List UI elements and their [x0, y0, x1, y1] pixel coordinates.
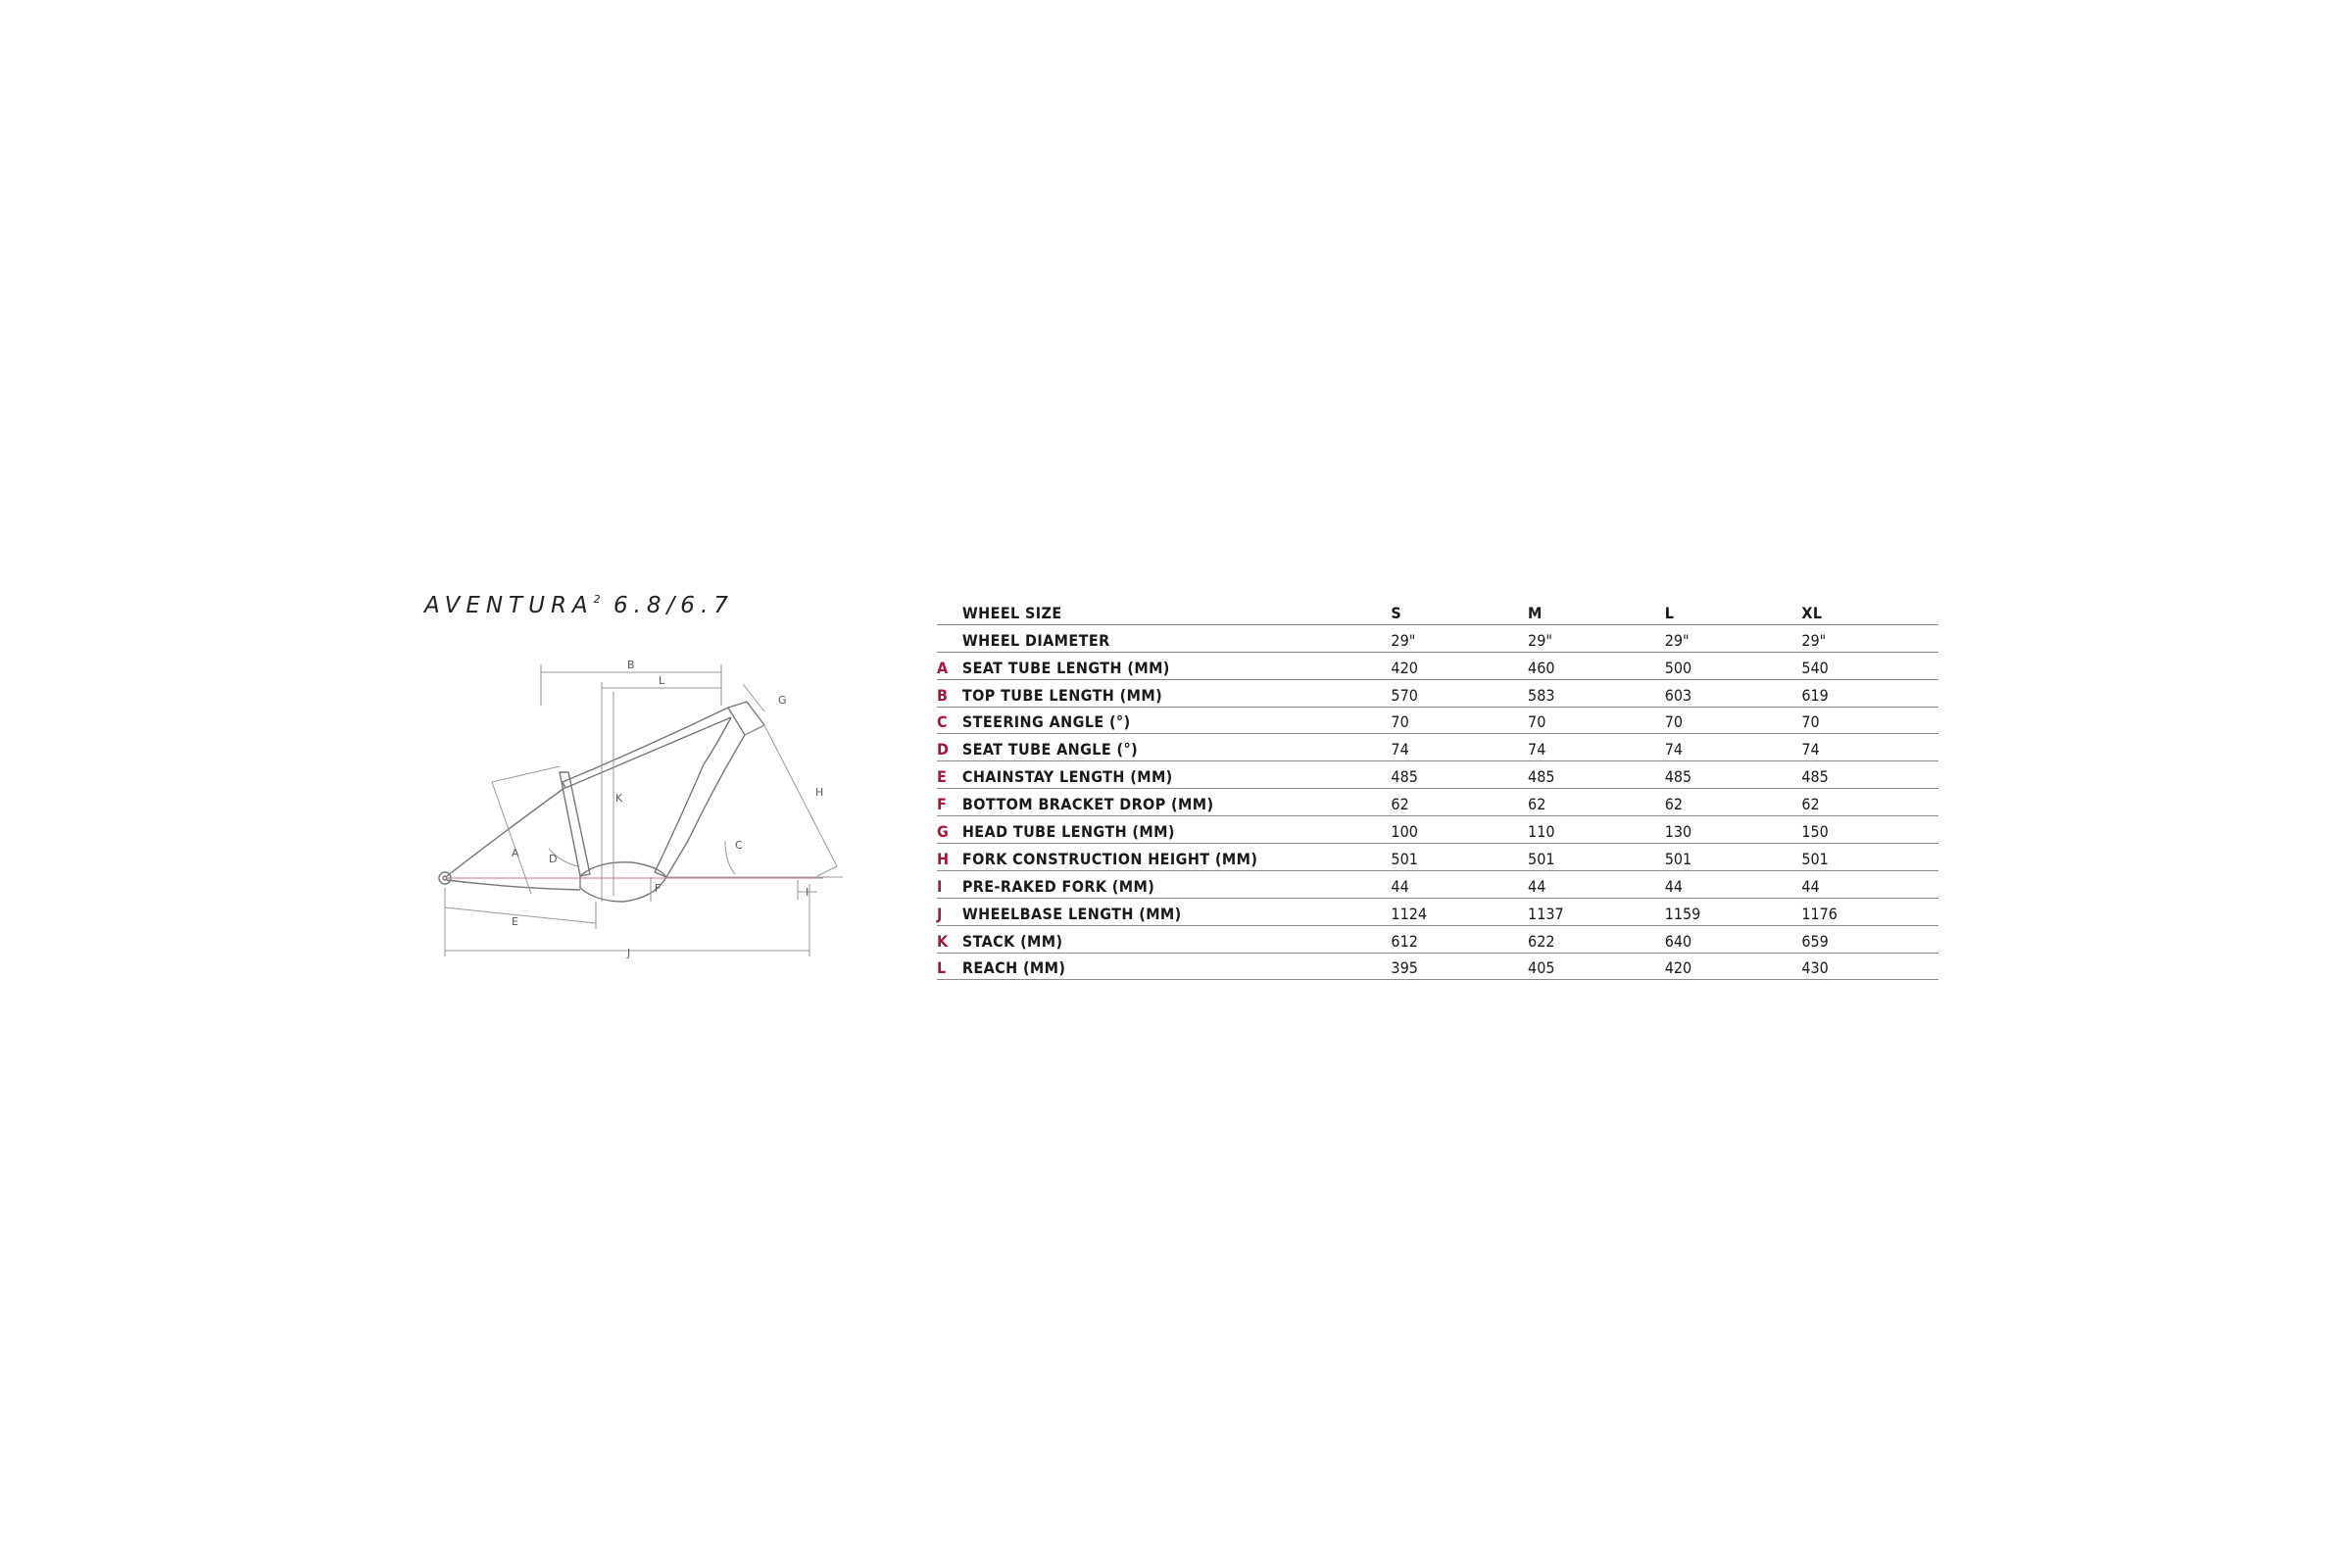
row-dimension-letter: G — [937, 816, 962, 844]
dim-label-i: I — [806, 886, 809, 899]
row-label: FORK CONSTRUCTION HEIGHT (MM) — [962, 844, 1392, 871]
top-tube — [563, 708, 731, 788]
value-size-s: 570 — [1391, 679, 1528, 707]
dim-line-e — [445, 907, 596, 923]
model-variants: 6.8/6.7 — [600, 593, 734, 618]
row-dimension-letter: E — [937, 761, 962, 789]
value-size-l: 44 — [1665, 870, 1802, 898]
header-letter-cell — [937, 598, 962, 624]
value-size-m: 501 — [1528, 844, 1665, 871]
table-row — [937, 870, 1938, 898]
value-size-xl: 62 — [1801, 789, 1938, 816]
dim-label-l: L — [659, 674, 665, 687]
row-label: WHEEL DIAMETER — [962, 624, 1392, 652]
model-title — [424, 593, 734, 618]
chainstay — [447, 880, 580, 890]
row-dimension-letter: K — [937, 925, 962, 953]
dim-label-j: J — [627, 947, 631, 959]
row-dimension-letter: F — [937, 789, 962, 816]
table-row — [937, 761, 1938, 789]
value-size-m: 29" — [1528, 624, 1665, 652]
table-row — [937, 844, 1938, 871]
table-header-row — [937, 598, 1938, 624]
value-size-xl: 430 — [1801, 953, 1938, 980]
bottom-bracket-shell — [580, 862, 666, 902]
header-size-l: L — [1665, 598, 1802, 624]
table-row — [937, 953, 1938, 980]
dim-label-h: H — [815, 786, 824, 799]
value-size-s: 29" — [1391, 624, 1528, 652]
row-dimension-letter: A — [937, 652, 962, 679]
dim-label-g: G — [778, 694, 787, 707]
row-label: PRE-RAKED FORK (MM) — [962, 870, 1392, 898]
value-size-xl: 70 — [1801, 707, 1938, 734]
row-dimension-letter: J — [937, 898, 962, 925]
model-name: AVENTURA — [424, 593, 594, 618]
row-label: TOP TUBE LENGTH (MM) — [962, 679, 1392, 707]
dim-label-e: E — [512, 915, 518, 928]
table-row — [937, 707, 1938, 734]
row-label: STACK (MM) — [962, 925, 1392, 953]
dim-label-f: F — [655, 882, 662, 895]
value-size-xl: 619 — [1801, 679, 1938, 707]
header-size-s: S — [1391, 598, 1528, 624]
dim-label-k: K — [615, 792, 623, 805]
value-size-l: 500 — [1665, 652, 1802, 679]
row-label: REACH (MM) — [962, 953, 1392, 980]
value-size-s: 395 — [1391, 953, 1528, 980]
value-size-l: 640 — [1665, 925, 1802, 953]
dim-arc-c — [725, 841, 735, 874]
value-size-s: 62 — [1391, 789, 1528, 816]
value-size-s: 420 — [1391, 652, 1528, 679]
dim-label-d: D — [549, 853, 558, 865]
value-size-m: 405 — [1528, 953, 1665, 980]
row-dimension-letter — [937, 624, 962, 652]
value-size-l: 603 — [1665, 679, 1802, 707]
row-label: SEAT TUBE LENGTH (MM) — [962, 652, 1392, 679]
value-size-xl: 501 — [1801, 844, 1938, 871]
value-size-s: 485 — [1391, 761, 1528, 789]
value-size-s: 501 — [1391, 844, 1528, 871]
dim-label-b: B — [627, 659, 635, 671]
value-size-xl: 540 — [1801, 652, 1938, 679]
row-label: STEERING ANGLE (°) — [962, 707, 1392, 734]
value-size-s: 100 — [1391, 816, 1528, 844]
frame-geometry-diagram — [431, 657, 882, 980]
value-size-xl: 659 — [1801, 925, 1938, 953]
value-size-s: 74 — [1391, 734, 1528, 761]
value-size-m: 110 — [1528, 816, 1665, 844]
value-size-m: 622 — [1528, 925, 1665, 953]
table-row — [937, 816, 1938, 844]
dim-label-a: A — [512, 847, 519, 859]
header-size-xl: XL — [1801, 598, 1938, 624]
value-size-l: 70 — [1665, 707, 1802, 734]
value-size-m: 74 — [1528, 734, 1665, 761]
value-size-m: 70 — [1528, 707, 1665, 734]
row-dimension-letter: C — [937, 707, 962, 734]
value-size-s: 44 — [1391, 870, 1528, 898]
dim-line-g — [743, 684, 764, 711]
dim-label-c: C — [735, 839, 743, 852]
header-wheel-size: WHEEL SIZE — [962, 598, 1392, 624]
value-size-s: 70 — [1391, 707, 1528, 734]
value-size-xl: 150 — [1801, 816, 1938, 844]
row-dimension-letter: D — [937, 734, 962, 761]
value-size-l: 74 — [1665, 734, 1802, 761]
value-size-m: 62 — [1528, 789, 1665, 816]
value-size-l: 485 — [1665, 761, 1802, 789]
value-size-l: 501 — [1665, 844, 1802, 871]
value-size-s: 612 — [1391, 925, 1528, 953]
value-size-l: 130 — [1665, 816, 1802, 844]
value-size-m: 485 — [1528, 761, 1665, 789]
value-size-xl: 485 — [1801, 761, 1938, 789]
value-size-m: 44 — [1528, 870, 1665, 898]
head-tube — [728, 702, 764, 735]
dimension-lines — [445, 664, 843, 956]
row-label: BOTTOM BRACKET DROP (MM) — [962, 789, 1392, 816]
table-row — [937, 624, 1938, 652]
row-dimension-letter: H — [937, 844, 962, 871]
value-size-l: 62 — [1665, 789, 1802, 816]
dim-line-h — [764, 725, 837, 866]
row-label: WHEELBASE LENGTH (MM) — [962, 898, 1392, 925]
value-size-l: 420 — [1665, 953, 1802, 980]
row-dimension-letter: I — [937, 870, 962, 898]
value-size-xl: 29" — [1801, 624, 1938, 652]
table-row — [937, 734, 1938, 761]
value-size-xl: 74 — [1801, 734, 1938, 761]
table-row — [937, 679, 1938, 707]
table-row — [937, 652, 1938, 679]
row-label: HEAD TUBE LENGTH (MM) — [962, 816, 1392, 844]
value-size-xl: 44 — [1801, 870, 1938, 898]
table-row — [937, 898, 1938, 925]
geometry-table — [937, 598, 1938, 980]
row-dimension-letter: B — [937, 679, 962, 707]
value-size-m: 583 — [1528, 679, 1665, 707]
row-dimension-letter: L — [937, 953, 962, 980]
row-label: SEAT TUBE ANGLE (°) — [962, 734, 1392, 761]
seatstay — [447, 788, 564, 876]
table-body — [937, 624, 1938, 980]
value-size-m: 1137 — [1528, 898, 1665, 925]
value-size-l: 1159 — [1665, 898, 1802, 925]
table-row — [937, 789, 1938, 816]
value-size-s: 1124 — [1391, 898, 1528, 925]
model-generation: 2 — [593, 593, 601, 606]
table-row — [937, 925, 1938, 953]
down-tube — [655, 717, 745, 877]
dimension-labels — [512, 659, 823, 959]
row-label: CHAINSTAY LENGTH (MM) — [962, 761, 1392, 789]
value-size-xl: 1176 — [1801, 898, 1938, 925]
value-size-m: 460 — [1528, 652, 1665, 679]
header-size-m: M — [1528, 598, 1665, 624]
value-size-l: 29" — [1665, 624, 1802, 652]
